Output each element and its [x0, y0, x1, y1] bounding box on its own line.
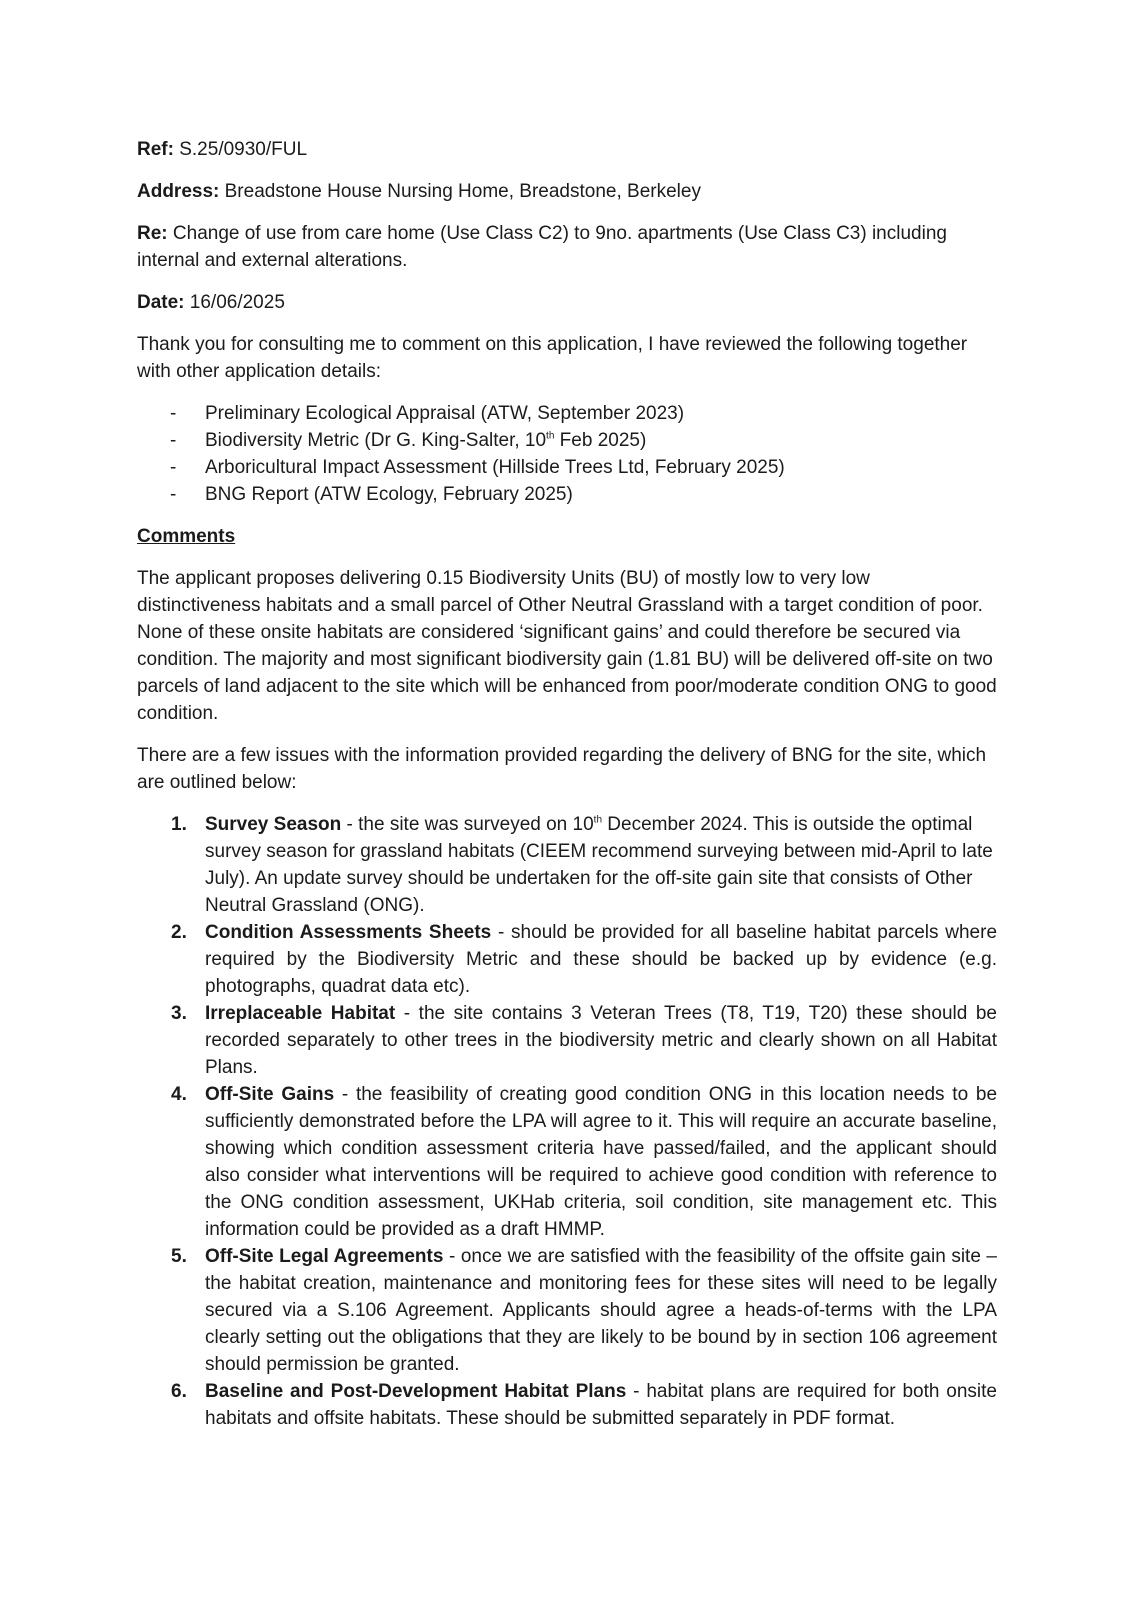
comments-heading: Comments — [137, 526, 236, 547]
issue-text: - habitat plans are required for both onsite habitats and offsite habitats. These should be submitted separately in PDF format. — [205, 1381, 997, 1429]
date-line — [137, 289, 997, 316]
reviewed-documents-list — [137, 400, 997, 508]
issue-number: 1. — [171, 814, 187, 835]
address-label: Address: — [137, 181, 220, 202]
list-item — [137, 400, 997, 427]
ref-label: Ref: — [137, 139, 174, 160]
dash-bullet: - — [170, 430, 177, 451]
issue-number: 5. — [171, 1246, 187, 1267]
issue-title: Off-Site Legal Agreements — [205, 1246, 444, 1267]
re-value: Change of use from care home (Use Class C2) to 9no. apartments (Use Class C3) including internal and external alterations. — [137, 223, 947, 271]
issue-item — [137, 1000, 997, 1081]
issue-title: Baseline and Post-Development Habitat Plans — [205, 1381, 627, 1402]
address-value: Breadstone House Nursing Home, Breadstone, Berkeley — [219, 181, 701, 202]
superscript: th — [546, 430, 555, 442]
list-item — [137, 427, 997, 454]
issue-item — [137, 919, 997, 1000]
issue-item — [137, 811, 997, 919]
dash-bullet: - — [170, 457, 177, 478]
dash-bullet: - — [170, 403, 177, 424]
comments-paragraph-2: There are a few issues with the information provided regarding the delivery of BNG for the site, which are outlined below: — [137, 745, 987, 793]
date-value: 16/06/2025 — [184, 292, 285, 313]
list-item-text: BNG Report (ATW Ecology, February 2025) — [205, 484, 573, 505]
dash-bullet: - — [170, 484, 177, 505]
list-item-text: Arboricultural Impact Assessment (Hillside Trees Ltd, February 2025) — [205, 457, 785, 478]
issue-text: - once we are satisfied with the feasibility of the offsite gain site – the habitat creation, maintenance and monitoring fees for these sites will need to be legally secured via a S.106 Agreement. Applicants should agree a heads-of-terms with the LPA clearly setting out the obligations that they are likely to be bound by in section 106 agreement should permission be granted. — [205, 1246, 998, 1375]
list-item — [137, 454, 997, 481]
ref-value: S.25/0930/FUL — [173, 139, 308, 160]
issue-text: - the site contains 3 Veteran Trees (T8, T19, T20) these should be recorded separately to other trees in the biodiversity metric and clearly shown on all Habitat Plans. — [205, 1003, 997, 1078]
issue-item — [137, 1243, 997, 1378]
issue-title: Irreplaceable Habitat — [205, 1003, 396, 1024]
issue-item — [137, 1081, 997, 1243]
issue-text: - the feasibility of creating good condition ONG in this location needs to be sufficiently demonstrated before the LPA will agree to it. This will require an accurate baseline, showing which condition assessment criteria have passed/failed, and the applicant should also consider what interventions will be required to achieve good condition with reference to the ONG condition assessment, UKHab criteria, soil condition, site management etc. This information could be provided as a draft HMMP. — [205, 1084, 998, 1240]
issues-list — [137, 811, 997, 1432]
issue-title: Off-Site Gains — [205, 1084, 335, 1105]
address-line — [137, 178, 997, 205]
date-label: Date: — [137, 292, 185, 313]
re-label: Re: — [137, 223, 168, 244]
comments-paragraph-1: The applicant proposes delivering 0.15 Biodiversity Units (BU) of mostly low to very low distinctiveness habitats and a small parcel of Other Neutral Grassland with a target condition of poor. None of these onsite habitats are considered ‘significant gains’ and could therefore be secured via condition. The majority and most significant biodiversity gain (1.81 BU) will be delivered off-site on two parcels of land adjacent to the site which will be enhanced from poor/moderate condition ONG to good condition. — [137, 568, 997, 724]
issue-item — [137, 1378, 997, 1432]
issue-number: 3. — [171, 1003, 187, 1024]
issue-number: 2. — [171, 922, 187, 943]
ref-line — [137, 136, 997, 163]
superscript: th — [593, 814, 603, 826]
issue-title: Survey Season — [205, 814, 342, 835]
issue-text: - should be provided for all baseline habitat parcels where required by the Biodiversity Metric and these should be backed up by evidence (e.g. photographs, quadrat data etc). — [205, 922, 998, 997]
list-item-text: Preliminary Ecological Appraisal (ATW, September 2023) — [205, 403, 685, 424]
issue-number: 6. — [171, 1381, 187, 1402]
list-item-text: Feb 2025) — [554, 430, 647, 451]
issue-text: December 2024. This is outside the optimal survey season for grassland habitats (CIEEM recommend surveying between mid-April to late July). An update survey should be undertaken for the off-site gain site that consists of Other Neutral Grassland (ONG). — [205, 814, 993, 916]
intro-paragraph: Thank you for consulting me to comment on this application, I have reviewed the following together with other application details: — [137, 334, 968, 382]
list-item-text: Biodiversity Metric (Dr G. King-Salter, 10 — [205, 430, 547, 451]
issue-title: Condition Assessments Sheets — [205, 922, 492, 943]
issue-text: - the site was surveyed on 10 — [341, 814, 594, 835]
re-line — [137, 220, 997, 274]
letter-body — [137, 136, 997, 1432]
list-item — [137, 481, 997, 508]
issue-number: 4. — [171, 1084, 187, 1105]
